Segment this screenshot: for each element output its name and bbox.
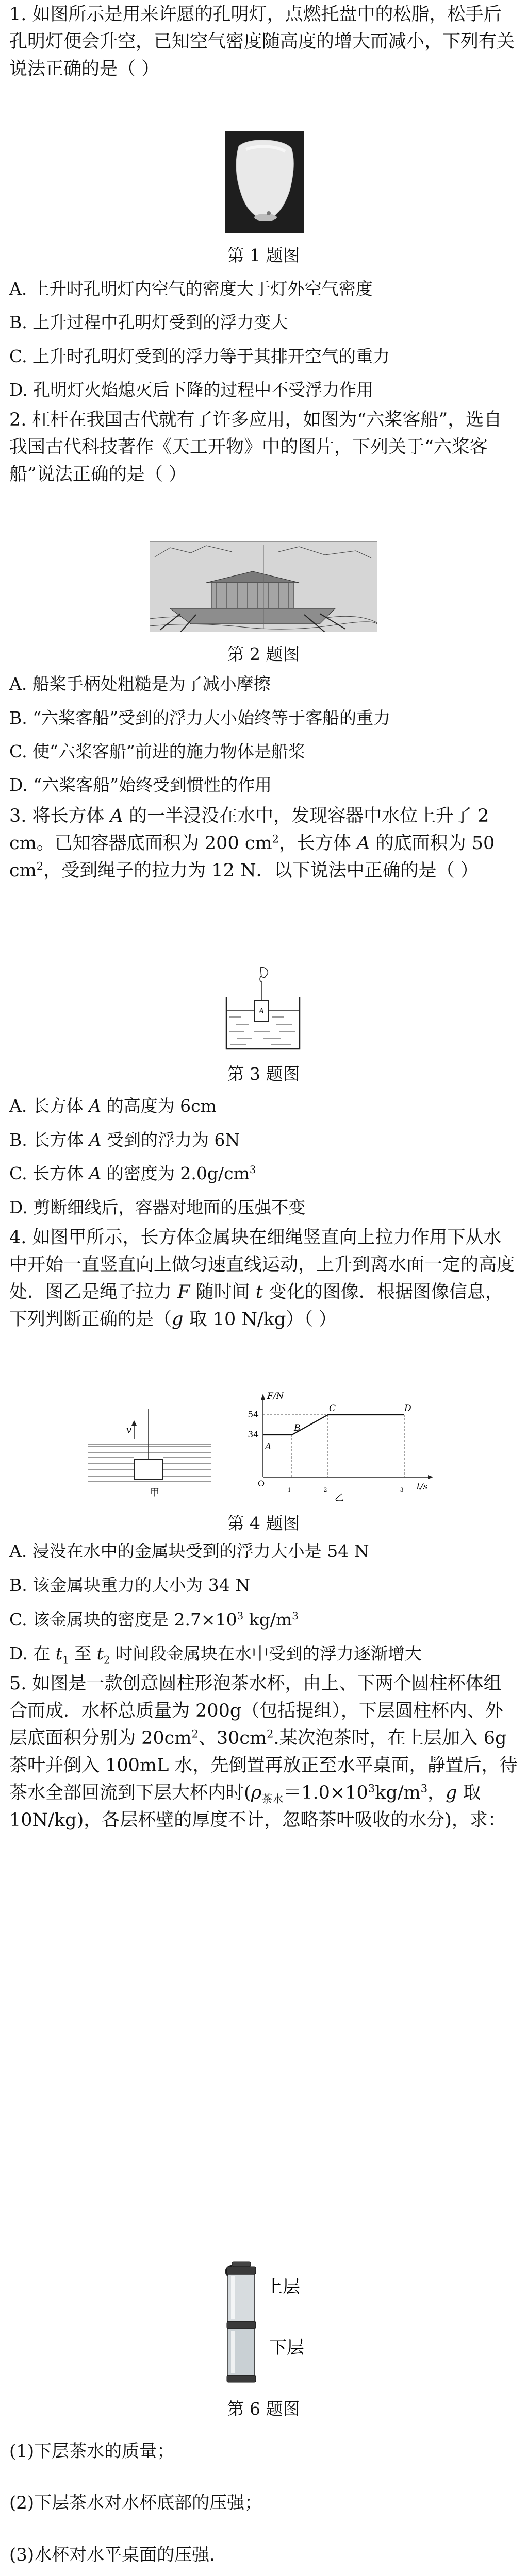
q4-y-tick-54: 54 [248,1410,259,1420]
q4-figure-yi-graph [236,1388,442,1504]
q3-caption: 第 3 题图 [227,1064,300,1084]
q4-point-a: A [265,1442,272,1452]
q1-sky-lantern-figure [225,131,304,233]
q3-block-label: A [258,1007,265,1015]
q5-subquestion-1: (1)下层茶水的质量； [9,2441,175,2462]
q5-subquestion-3: (3)水杯对水平桌面的压强． [9,2545,227,2565]
q4-y-axis-label: F/N [267,1391,284,1401]
q4-figure-jia [88,1409,211,1499]
q2-option-d: D. “六桨客船”始终受到惯性的作用 [9,775,272,795]
q4-x-tick-t1: 1 [288,1487,291,1493]
q3-container-figure [220,967,306,1050]
q4-point-d: D [404,1403,411,1414]
q3-option-a: A. 长方体 A 的高度为 6cm [9,1096,217,1116]
q4-origin-label: O [258,1479,265,1488]
q3-option-b: B. 长方体 A 受到的浮力为 6N [9,1130,240,1150]
q2-caption: 第 2 题图 [227,644,300,664]
q4-stem: 4. 如图甲所示，长方体金属块在细绳竖直向上拉力作用下从水中开始一直竖直向上做匀速直线运动，上升到离水面一定的高度处．图乙是绳子拉力 F 随时间 t 变化的图像．根据图像信息，下列判断正确的是（g 取 10 N/kg）（ ） [9,1227,515,1330]
q4-x-axis-label: t/s [417,1482,428,1492]
q4-option-c: C. 该金属块的密度是 $2.7\times 10^3$ $kg/m^3$ [9,1609,299,1630]
q5-tea-cup-figure [217,2261,340,2384]
q4-option-d: D. 在 $t_1$ 至 $t_2$ 时间段金属块在水中受到的浮力逐渐增大 [9,1643,422,1666]
q1-option-d: D. 孔明灯火焰熄灭后下降的过程中不受浮力作用 [9,380,374,400]
q4-jia-caption: 甲 [150,1487,159,1498]
q5-stem: 5. 如图是一款创意圆柱形泡茶水杯，由上、下两个圆柱杯体组合而成．水杯总质量为 200g（包括提组），下层圆柱杯内、外层底面积分别为 $20cm^2$、$30cm^2$.某次泡茶时，在上层加入 6g 茶叶并倒入 100mL 水，先倒置再放正至水平桌面，静置后，待茶水全部回流到下层大杯内时($\rho_{茶水}=1.0\times 10^3kg/m^3$，g 取 10N/kg)，各层杯壁的厚度不计，忽略茶叶吸收的水分)，求： [9,1673,518,1831]
q1-stem: 1. 如图所示是用来许愿的孔明灯，点燃托盘中的松脂，松手后孔明灯便会升空，已知空气密度随高度的增大而减小，下列有关说法正确的是（ ） [9,4,515,79]
q5-caption: 第 6 题图 [227,2399,300,2419]
q4-option-b: B. 该金属块重力的大小为 34 N [9,1575,251,1595]
q2-option-b: B. “六桨客船”受到的浮力大小始终等于客船的重力 [9,708,390,728]
q3-option-c: C. 长方体 A 的密度为 $2.0g/cm^3$ [9,1163,256,1183]
q1-option-c: C. 上升时孔明灯受到的浮力等于其排开空气的重力 [9,346,390,366]
q4-yi-caption: 乙 [335,1493,344,1503]
q2-six-oar-boat-figure [150,541,377,632]
q5-label-lower: 下层 [269,2337,304,2358]
q3-option-d: D. 剪断细线后，容器对地面的压强不变 [9,1197,306,1217]
q4-y-tick-34: 34 [248,1430,259,1440]
q4-x-tick-t3: 3 [400,1487,404,1493]
q5-label-upper: 上层 [265,2277,300,2297]
q1-caption: 第 1 题图 [227,245,300,265]
q5-subquestion-2: (2)下层茶水对水杯底部的压强； [9,2493,262,2513]
q2-option-a: A. 船桨手柄处粗糙是为了减小摩擦 [9,674,271,694]
q4-caption: 第 4 题图 [227,1513,300,1533]
q4-point-c: C [329,1403,336,1414]
q4-option-a: A. 浸没在水中的金属块受到的浮力大小是 54 N [9,1541,369,1561]
q4-x-tick-t2: 2 [324,1487,327,1493]
q1-option-b: B. 上升过程中孔明灯受到的浮力变大 [9,312,288,332]
q3-stem: 3. 将长方体 A 的一半浸没在水中，发现容器中水位上升了 2 cm。已知容器底面积为 200 $cm^2$，长方体 A 的底面积为 50 $cm^2$，受到绳子的拉力为 12 N．以下说法中正确的是（ ） [9,806,495,881]
force-time-graph [236,1388,442,1504]
q1-option-a: A. 上升时孔明灯内空气的密度大于灯外空气密度 [9,279,373,299]
q2-stem: 2. 杠杆在我国古代就有了许多应用，如图为“六桨客船”，选自我国古代科技著作《天工开物》中的图片，下列关于“六桨客船”说法正确的是（ ） [9,410,502,485]
q2-option-c: C. 使“六桨客船”前进的施力物体是船桨 [9,741,305,761]
q4-point-b: B [294,1423,301,1433]
q4-velocity-label: v [126,1425,132,1435]
